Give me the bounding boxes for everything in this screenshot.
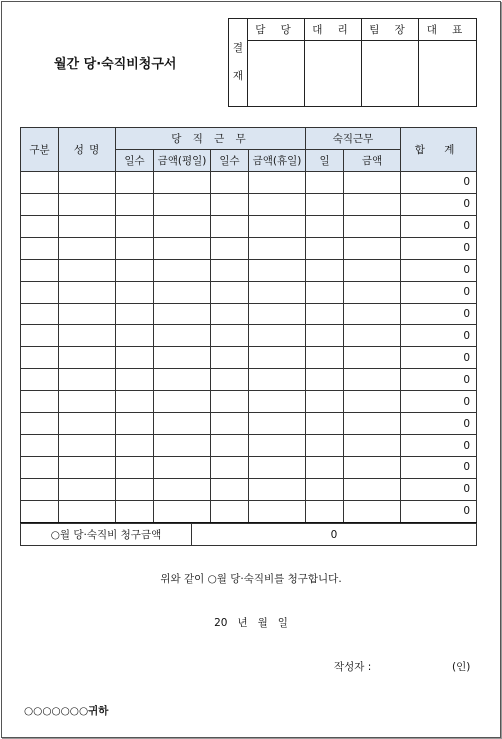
claim-statement: 위와 같이 ○월 당·숙직비를 청구합니다.: [160, 573, 342, 585]
cell-amount-weekday[interactable]: [154, 303, 211, 325]
cell-amount-holiday[interactable]: [249, 456, 306, 478]
cell-name[interactable]: [59, 193, 116, 215]
cell-days-weekday[interactable]: [116, 172, 154, 194]
cell-days-weekday[interactable]: [116, 303, 154, 325]
cell-night-days[interactable]: [306, 303, 344, 325]
document-title: 월간 당·숙직비청구서: [54, 57, 177, 72]
cell-night-amount[interactable]: [344, 413, 401, 435]
cell-night-days[interactable]: [306, 435, 344, 457]
cell-night-amount[interactable]: [344, 435, 401, 457]
cell-night-amount[interactable]: [344, 391, 401, 413]
table-row: [21, 456, 477, 478]
cell-night-days[interactable]: [306, 500, 344, 522]
cell-days-holiday[interactable]: [211, 259, 249, 281]
header-days-weekday: 일수: [116, 150, 154, 172]
cell-name[interactable]: [59, 435, 116, 457]
cell-name[interactable]: [59, 413, 116, 435]
cell-amount-weekday[interactable]: [154, 281, 211, 303]
cell-category[interactable]: [21, 347, 59, 369]
cell-total: 0: [401, 413, 477, 435]
cell-category[interactable]: [21, 500, 59, 522]
cell-category[interactable]: [21, 303, 59, 325]
cell-total: 0: [401, 391, 477, 413]
header-name: 성 명: [59, 128, 116, 172]
cell-name[interactable]: [59, 478, 116, 500]
date-line: 20 년 월 일: [214, 617, 288, 629]
claim-total-table: [20, 523, 477, 546]
cell-days-weekday[interactable]: [116, 325, 154, 347]
cell-category[interactable]: [21, 215, 59, 237]
cell-night-amount[interactable]: [344, 369, 401, 391]
cell-days-holiday[interactable]: [211, 347, 249, 369]
table-row: [21, 303, 477, 325]
cell-category[interactable]: [21, 172, 59, 194]
cell-total: 0: [401, 435, 477, 457]
cell-total: 0: [401, 303, 477, 325]
table-row: [21, 193, 477, 215]
cell-amount-weekday[interactable]: [154, 347, 211, 369]
cell-amount-holiday[interactable]: [249, 391, 306, 413]
cell-category[interactable]: [21, 193, 59, 215]
recipient: ○○○○○○○귀하: [24, 705, 109, 717]
cell-category[interactable]: [21, 259, 59, 281]
cell-days-holiday[interactable]: [211, 215, 249, 237]
table-row: [21, 325, 477, 347]
cell-days-weekday[interactable]: [116, 281, 154, 303]
table-row: [21, 391, 477, 413]
approval-table: [228, 18, 477, 107]
cell-total: 0: [401, 369, 477, 391]
cell-days-holiday[interactable]: [211, 369, 249, 391]
cell-amount-holiday[interactable]: [249, 347, 306, 369]
header-amount-holiday: 금액(휴일): [249, 150, 306, 172]
cell-days-holiday[interactable]: [211, 237, 249, 259]
cell-night-amount[interactable]: [344, 456, 401, 478]
cell-amount-holiday[interactable]: [249, 369, 306, 391]
cell-night-amount[interactable]: [344, 347, 401, 369]
cell-days-weekday[interactable]: [116, 369, 154, 391]
cell-night-days[interactable]: [306, 413, 344, 435]
cell-days-weekday[interactable]: [116, 391, 154, 413]
cell-night-amount[interactable]: [344, 193, 401, 215]
cell-total: 0: [401, 237, 477, 259]
header-amount-weekday: 금액(평일): [154, 150, 211, 172]
cell-name[interactable]: [59, 259, 116, 281]
cell-amount-weekday[interactable]: [154, 478, 211, 500]
cell-name[interactable]: [59, 456, 116, 478]
cell-amount-holiday[interactable]: [249, 325, 306, 347]
table-row: [21, 347, 477, 369]
cell-name[interactable]: [59, 325, 116, 347]
cell-total: 0: [401, 347, 477, 369]
cell-days-weekday[interactable]: [116, 237, 154, 259]
header-night-group: 숙직근무: [306, 128, 401, 150]
cell-night-days[interactable]: [306, 259, 344, 281]
cell-amount-holiday[interactable]: [249, 281, 306, 303]
table-row: [21, 281, 477, 303]
cell-night-days[interactable]: [306, 347, 344, 369]
cell-amount-holiday[interactable]: [249, 413, 306, 435]
cell-days-weekday[interactable]: [116, 456, 154, 478]
table-row: [21, 435, 477, 457]
header-total: 합 계: [401, 128, 477, 172]
cell-days-holiday[interactable]: [211, 325, 249, 347]
cell-amount-holiday[interactable]: [249, 478, 306, 500]
cell-total: 0: [401, 325, 477, 347]
approval-side-label-1: 결: [232, 42, 244, 55]
cell-days-holiday[interactable]: [211, 413, 249, 435]
cell-night-amount[interactable]: [344, 281, 401, 303]
table-row: [21, 215, 477, 237]
cell-days-holiday[interactable]: [211, 281, 249, 303]
cell-total: 0: [401, 259, 477, 281]
cell-name[interactable]: [59, 500, 116, 522]
cell-days-holiday[interactable]: [211, 456, 249, 478]
cell-days-weekday[interactable]: [116, 413, 154, 435]
table-row: [21, 413, 477, 435]
cell-amount-weekday[interactable]: [154, 237, 211, 259]
cell-amount-holiday[interactable]: [249, 172, 306, 194]
cell-category[interactable]: [21, 325, 59, 347]
cell-night-days[interactable]: [306, 369, 344, 391]
cell-category[interactable]: [21, 281, 59, 303]
cell-total: 0: [401, 193, 477, 215]
cell-night-days[interactable]: [306, 391, 344, 413]
cell-days-holiday[interactable]: [211, 172, 249, 194]
cell-amount-weekday[interactable]: [154, 456, 211, 478]
cell-night-days[interactable]: [306, 237, 344, 259]
cell-name[interactable]: [59, 281, 116, 303]
cell-night-days[interactable]: [306, 215, 344, 237]
table-row: [21, 259, 477, 281]
cell-days-weekday[interactable]: [116, 478, 154, 500]
cell-night-days[interactable]: [306, 456, 344, 478]
cell-night-amount[interactable]: [344, 259, 401, 281]
cell-days-weekday[interactable]: [116, 347, 154, 369]
cell-total: 0: [401, 172, 477, 194]
cell-night-days[interactable]: [306, 172, 344, 194]
approval-signature-box-2[interactable]: [305, 41, 362, 107]
table-row: [21, 500, 477, 522]
approval-role-2: 대 리: [305, 19, 362, 41]
cell-category[interactable]: [21, 413, 59, 435]
cell-night-days[interactable]: [306, 325, 344, 347]
cell-amount-holiday[interactable]: [249, 435, 306, 457]
cell-category[interactable]: [21, 456, 59, 478]
claim-total-label: ○월 당·숙직비 청구금액: [21, 524, 192, 546]
cell-night-days[interactable]: [306, 478, 344, 500]
header-night-amount: 금액: [344, 150, 401, 172]
cell-days-holiday[interactable]: [211, 478, 249, 500]
cell-night-amount[interactable]: [344, 172, 401, 194]
cell-night-amount[interactable]: [344, 478, 401, 500]
header-duty-group: 당 직 근 무: [116, 128, 306, 150]
cell-night-amount[interactable]: [344, 303, 401, 325]
duty-table-body: [21, 172, 477, 523]
approval-role-1: 담 당: [248, 19, 305, 41]
cell-amount-weekday[interactable]: [154, 215, 211, 237]
table-row: [21, 237, 477, 259]
cell-amount-weekday[interactable]: [154, 500, 211, 522]
cell-amount-holiday[interactable]: [249, 237, 306, 259]
approval-signature-box-3[interactable]: [362, 41, 419, 107]
cell-night-amount[interactable]: [344, 237, 401, 259]
author-label: 작성자 :: [334, 661, 372, 673]
cell-days-weekday[interactable]: [116, 193, 154, 215]
cell-amount-holiday[interactable]: [249, 215, 306, 237]
cell-night-days[interactable]: [306, 193, 344, 215]
cell-amount-weekday[interactable]: [154, 413, 211, 435]
cell-name[interactable]: [59, 303, 116, 325]
cell-category[interactable]: [21, 237, 59, 259]
header-category: 구분: [21, 128, 59, 172]
cell-days-holiday[interactable]: [211, 303, 249, 325]
cell-name[interactable]: [59, 369, 116, 391]
approval-signature-box-4[interactable]: [419, 41, 477, 107]
approval-side-label: [229, 19, 248, 107]
cell-days-holiday[interactable]: [211, 193, 249, 215]
cell-name[interactable]: [59, 237, 116, 259]
cell-days-holiday[interactable]: [211, 435, 249, 457]
claim-total-value: 0: [192, 524, 477, 546]
cell-total: 0: [401, 500, 477, 522]
cell-days-holiday[interactable]: [211, 391, 249, 413]
cell-amount-holiday[interactable]: [249, 259, 306, 281]
cell-amount-weekday[interactable]: [154, 193, 211, 215]
cell-total: 0: [401, 215, 477, 237]
approval-role-3: 팀 장: [362, 19, 419, 41]
header-days-holiday: 일수: [211, 150, 249, 172]
cell-amount-holiday[interactable]: [249, 303, 306, 325]
cell-total: 0: [401, 456, 477, 478]
cell-category[interactable]: [21, 369, 59, 391]
cell-amount-weekday[interactable]: [154, 172, 211, 194]
cell-days-weekday[interactable]: [116, 435, 154, 457]
cell-name[interactable]: [59, 347, 116, 369]
cell-category[interactable]: [21, 478, 59, 500]
cell-amount-holiday[interactable]: [249, 500, 306, 522]
cell-days-weekday[interactable]: [116, 500, 154, 522]
cell-amount-weekday[interactable]: [154, 325, 211, 347]
table-row: [21, 369, 477, 391]
approval-role-4: 대 표: [419, 19, 477, 41]
table-row: [21, 478, 477, 500]
approval-side-label-2: 재: [232, 69, 244, 82]
cell-total: 0: [401, 281, 477, 303]
duty-table: [20, 127, 477, 523]
cell-night-days[interactable]: [306, 281, 344, 303]
cell-name[interactable]: [59, 215, 116, 237]
header-night-days: 일: [306, 150, 344, 172]
seal-label: (인): [452, 661, 471, 673]
cell-amount-weekday[interactable]: [154, 435, 211, 457]
cell-amount-weekday[interactable]: [154, 391, 211, 413]
cell-category[interactable]: [21, 435, 59, 457]
cell-category[interactable]: [21, 391, 59, 413]
cell-days-weekday[interactable]: [116, 259, 154, 281]
cell-total: 0: [401, 478, 477, 500]
cell-amount-weekday[interactable]: [154, 259, 211, 281]
table-row: [21, 172, 477, 194]
cell-name[interactable]: [59, 391, 116, 413]
cell-amount-weekday[interactable]: [154, 369, 211, 391]
approval-signature-box-1[interactable]: [248, 41, 305, 107]
cell-days-holiday[interactable]: [211, 500, 249, 522]
cell-night-amount[interactable]: [344, 500, 401, 522]
cell-night-amount[interactable]: [344, 215, 401, 237]
cell-night-amount[interactable]: [344, 325, 401, 347]
cell-days-weekday[interactable]: [116, 215, 154, 237]
cell-name[interactable]: [59, 172, 116, 194]
cell-amount-holiday[interactable]: [249, 193, 306, 215]
